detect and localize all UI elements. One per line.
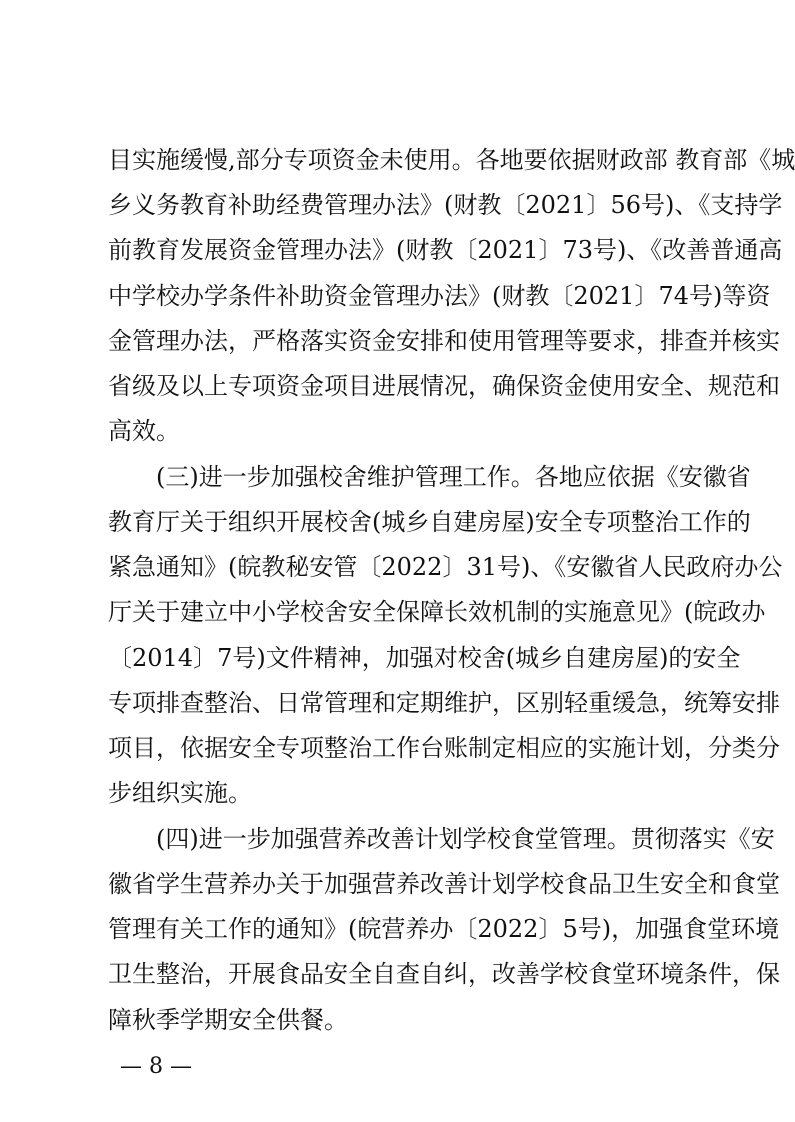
paragraph-2-line-1: (三)进一步加强校舍维护管理工作。各地应依据《安徽省: [156, 463, 751, 491]
paragraph-3-line-5: 障秋季学期安全供餐。: [108, 1006, 348, 1034]
paragraph-3-line-4: 卫生整治，开展食品安全自查自纠，改善学校食堂环境条件，保: [108, 960, 780, 988]
paragraph-3-line-1: (四)进一步加强营养改善计划学校食堂管理。贯彻落实《安: [156, 825, 775, 853]
paragraph-1-line-6: 省级及以上专项资金项目进展情况，确保资金使用安全、规范和: [108, 372, 780, 400]
paragraph-2-line-8: 步组织实施。: [108, 779, 252, 807]
paragraph-1-line-7: 高效。: [108, 417, 180, 445]
paragraph-2-line-5: 〔2014〕7号)文件精神，加强对校舍(城乡自建房屋)的安全: [108, 644, 741, 672]
page-number: — 8 —: [120, 1054, 192, 1079]
paragraph-1-line-2: 乡义务教育补助经费管理办法》(财教〔2021〕56号)、《支持学: [108, 191, 783, 219]
paragraph-1-line-5: 金管理办法，严格落实资金安排和使用管理等要求，排查并核实: [108, 327, 780, 355]
paragraph-1-line-1: 目实施缓慢,部分专项资金未使用。各地要依据财政部 教育部《城: [108, 146, 795, 174]
paragraph-2-line-3: 紧急通知》(皖教秘安管〔2022〕31号)、《安徽省人民政府办公: [108, 553, 783, 581]
paragraph-1-line-3: 前教育发展资金管理办法》(财教〔2021〕73号)、《改善普通高: [108, 236, 783, 264]
paragraph-2-line-6: 专项排查整治、日常管理和定期维护，区别轻重缓急，统筹安排: [108, 689, 780, 717]
paragraph-2-line-7: 项目，依据安全专项整治工作台账制定相应的实施计划，分类分: [108, 734, 780, 762]
paragraph-1-line-4: 中学校办学条件补助资金管理办法》(财教〔2021〕74号)等资: [108, 282, 771, 310]
paragraph-3-line-2: 徽省学生营养办关于加强营养改善计划学校食品卫生安全和食堂: [108, 870, 780, 898]
paragraph-2-line-4: 厅关于建立中小学校舍安全保障长效机制的实施意见》(皖政办: [108, 598, 766, 626]
paragraph-2-line-2: 教育厅关于组织开展校舍(城乡自建房屋)安全专项整治工作的: [108, 508, 751, 536]
paragraph-3-line-3: 管理有关工作的通知》(皖营养办〔2022〕5号)，加强食堂环境: [108, 915, 780, 943]
